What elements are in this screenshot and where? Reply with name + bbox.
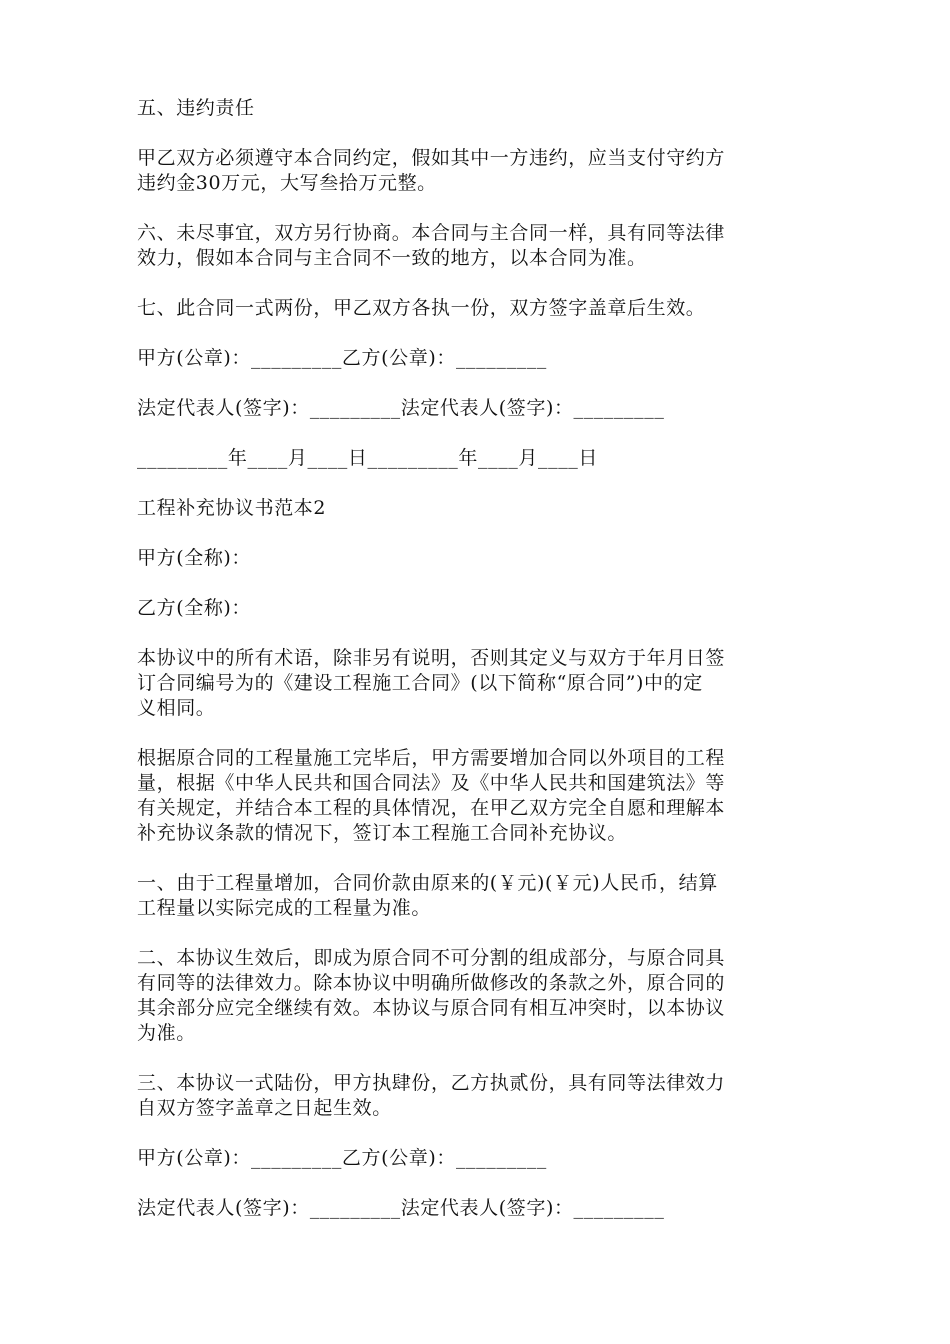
signature-date-line: _________年____月____日_________年____月____日 bbox=[137, 447, 598, 469]
clause-two: 二、本协议生效后，即成为原合同不可分割的组成部分，与原合同具 有同等的法律效力。除本协议中明确所做修改的条款之外，原合同的 其余部分应完全继续有效。本协议与原合同有相互冲突时，以本协议 为准。 bbox=[137, 947, 726, 1044]
paragraph-terms-definition: 本协议中的所有术语，除非另有说明，否则其定义与双方于年月日签 订合同编号为的《建设工程施工合同》(以下简称“原合同”)中的定 义相同。 bbox=[137, 647, 726, 719]
paragraph-other-matters: 六、未尽事宜，双方另行协商。本合同与主合同一样，具有同等法律 效力，假如本合同与主合同不一致的地方，以本合同为准。 bbox=[137, 222, 726, 269]
signature-seal-line: 甲方(公章)：_________乙方(公章)：_________ bbox=[137, 347, 547, 369]
document-page bbox=[137, 96, 817, 1221]
paragraph-basis: 根据原合同的工程量施工完毕后，甲方需要增加合同以外项目的工程 量，根据《中华人民共和国合同法》及《中华人民共和国建筑法》等 有关规定，并结合本工程的具体情况，在甲乙双方完全自愿和理解本 补充协议条款的情况下，签订本工程施工合同补充协议。 bbox=[137, 747, 726, 844]
clause-three: 三、本协议一式陆份，甲方执肆份，乙方执贰份，具有同等法律效力 自双方签字盖章之日起生效。 bbox=[137, 1072, 726, 1119]
section-title-template-2: 工程补充协议书范本2 bbox=[137, 497, 327, 519]
party-a-fullname: 甲方(全称)： bbox=[137, 547, 252, 569]
paragraph-breach-penalty: 甲乙双方必须遵守本合同约定，假如其中一方违约，应当支付守约方 违约金30万元，大写叁拾万元整。 bbox=[137, 147, 726, 194]
signature-seal-line-2: 甲方(公章)：_________乙方(公章)：_________ bbox=[137, 1147, 547, 1169]
section-heading-breach: 五、违约责任 bbox=[137, 97, 255, 119]
signature-representative-line-2: 法定代表人(签字)：_________法定代表人(签字)：_________ bbox=[137, 1197, 665, 1219]
party-b-fullname: 乙方(全称)： bbox=[137, 597, 252, 619]
signature-representative-line: 法定代表人(签字)：_________法定代表人(签字)：_________ bbox=[137, 397, 665, 419]
clause-one: 一、由于工程量增加，合同价款由原来的(￥元)(￥元)人民币，结算 工程量以实际完成的工程量为准。 bbox=[137, 872, 718, 919]
paragraph-copies: 七、此合同一式两份，甲乙双方各执一份，双方签字盖章后生效。 bbox=[137, 297, 706, 319]
